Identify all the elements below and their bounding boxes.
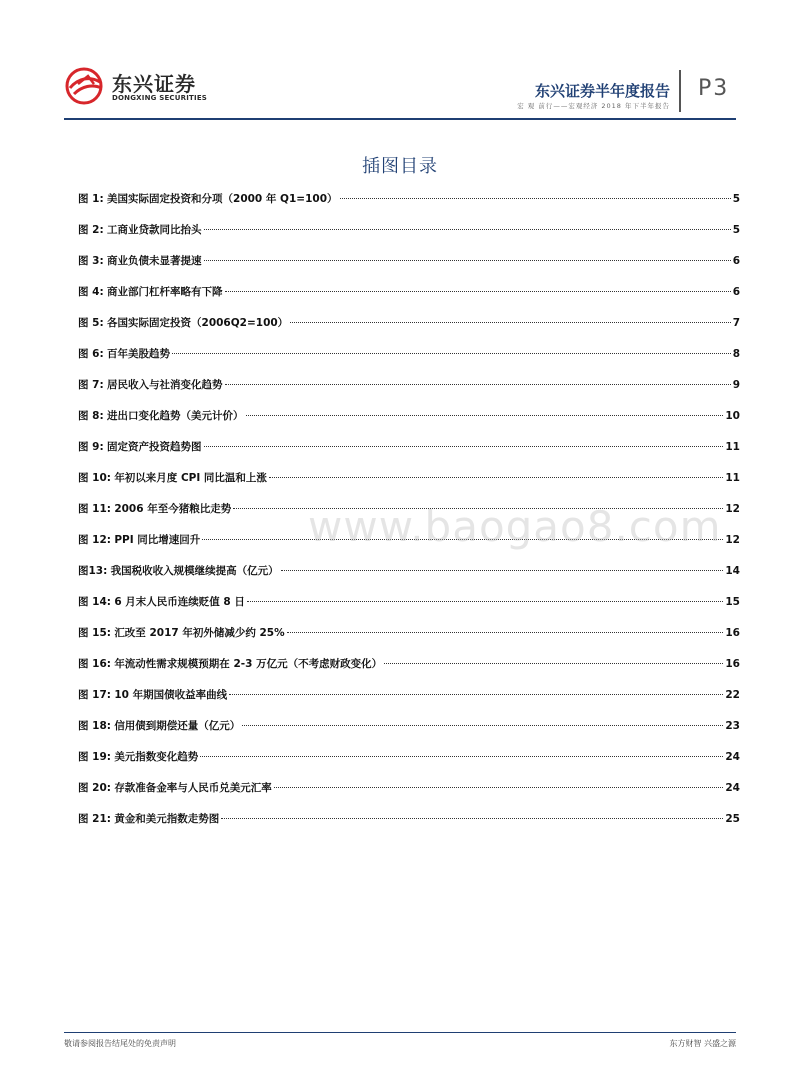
logo-text-en: DONGXING SECURITIES <box>112 94 208 102</box>
toc-figure-number: 图 14: <box>78 596 111 608</box>
watermark: www.baogao8.com <box>308 502 722 551</box>
toc-page-number: 10 <box>725 410 740 422</box>
toc-figure-title: 商业部门杠杆率略有下降 <box>107 286 223 298</box>
toc-dot-leader <box>281 570 724 571</box>
toc-dot-leader <box>204 229 731 230</box>
header-rule <box>64 118 736 120</box>
toc-figure-number: 图 17: <box>78 689 111 701</box>
toc-entry-label <box>78 463 267 494</box>
toc-entry[interactable] <box>78 742 740 773</box>
toc-figure-title: PPI 同比增速回升 <box>114 534 201 546</box>
toc-entry[interactable] <box>78 370 740 401</box>
toc-entry[interactable] <box>78 587 740 618</box>
toc-figure-title: 存款准备金率与人民币兑美元汇率 <box>114 782 272 794</box>
toc-entry-label <box>78 556 279 587</box>
toc-figure-title: 工商业贷款同比抬头 <box>107 224 202 236</box>
toc-figure-title: 2006 年至今猪粮比走势 <box>114 503 232 515</box>
toc-page-number: 15 <box>725 596 740 608</box>
toc-page-number: 7 <box>732 317 740 329</box>
toc-page-number: 11 <box>725 441 740 453</box>
toc-entry-label <box>78 711 240 742</box>
toc-page-number: 11 <box>725 472 740 484</box>
toc-entry-label <box>78 401 244 432</box>
toc-figure-title: 居民收入与社消变化趋势 <box>107 379 223 391</box>
toc-figure-number: 图 16: <box>78 658 111 670</box>
toc-dot-leader <box>246 415 724 416</box>
toc-entry[interactable] <box>78 184 740 215</box>
toc-figure-number: 图 18: <box>78 720 111 732</box>
toc-figure-number: 图 4: <box>78 286 104 298</box>
toc-entry-label <box>78 742 198 773</box>
page-header <box>0 0 800 125</box>
toc-dot-leader <box>290 322 731 323</box>
toc-page-number: 22 <box>725 689 740 701</box>
toc-entry[interactable] <box>78 711 740 742</box>
toc-figure-title: 汇改至 2017 年初外储减少约 25% <box>114 627 285 639</box>
toc-entry-label <box>78 184 338 215</box>
toc-entry-label <box>78 339 170 370</box>
toc-page-number: 12 <box>725 503 740 515</box>
logo-text-cn: 东兴证券 <box>112 72 196 96</box>
page-number: P3 <box>698 76 730 101</box>
toc-figure-title: 信用债到期偿还量（亿元） <box>114 720 241 732</box>
toc-figure-number: 图 2: <box>78 224 104 236</box>
toc-page-number: 16 <box>725 658 740 670</box>
toc-figure-number: 图 9: <box>78 441 104 453</box>
toc-dot-leader <box>287 632 724 633</box>
toc-figure-title: 黄金和美元指数走势图 <box>114 813 220 825</box>
toc-dot-leader <box>340 198 731 199</box>
toc-page-number: 5 <box>732 193 740 205</box>
toc-entry-label <box>78 215 202 246</box>
toc-figure-title: 年初以来月度 CPI 同比温和上涨 <box>114 472 267 484</box>
toc-dot-leader <box>247 601 723 602</box>
toc-entry[interactable] <box>78 277 740 308</box>
footer-slogan: 东方财智 兴盛之源 <box>669 1039 736 1048</box>
toc-page-number: 23 <box>725 720 740 732</box>
toc-dot-leader <box>384 663 723 664</box>
report-subtitle: 宏 观 前行——宏观经济 2018 年下半年报告 <box>517 102 670 110</box>
toc-entry[interactable] <box>78 308 740 339</box>
toc-entry-label <box>78 525 200 556</box>
toc-figure-number: 图 1: <box>78 193 104 205</box>
report-title: 东兴证券半年度报告 <box>534 82 670 100</box>
toc-figure-number: 图 7: <box>78 379 104 391</box>
toc-figure-title: 百年美股趋势 <box>107 348 171 360</box>
toc-dot-leader <box>204 446 724 447</box>
toc-page-number: 8 <box>732 348 740 360</box>
toc-entry[interactable] <box>78 215 740 246</box>
toc-figure-title: 我国税收收入规模继续提高（亿元） <box>110 565 279 577</box>
logo-mark-icon <box>64 64 108 108</box>
toc-dot-leader <box>200 756 723 757</box>
footer-rule <box>64 1032 736 1033</box>
toc-entry-label <box>78 432 202 463</box>
toc-dot-leader <box>229 694 723 695</box>
toc-entry-label <box>78 246 202 277</box>
toc-figure-title: 10 年期国债收益率曲线 <box>114 689 228 701</box>
toc-figure-title: 固定资产投资趋势图 <box>107 441 202 453</box>
toc-entry-label <box>78 587 245 618</box>
toc-entry[interactable] <box>78 339 740 370</box>
toc-figure-number: 图 5: <box>78 317 104 329</box>
toc-page-number: 6 <box>732 255 740 267</box>
toc-figure-number: 图 6: <box>78 348 104 360</box>
toc-figure-number: 图 10: <box>78 472 111 484</box>
footer-disclaimer: 敬请参阅报告结尾处的免责声明 <box>64 1039 176 1048</box>
toc-figure-title: 年流动性需求规模预期在 2-3 万亿元（不考虑财政变化） <box>114 658 383 670</box>
toc-figure-number: 图13: <box>78 565 108 577</box>
toc-entry[interactable] <box>78 432 740 463</box>
toc-page-number: 14 <box>725 565 740 577</box>
toc-figure-number: 图 21: <box>78 813 111 825</box>
toc-page-number: 6 <box>732 286 740 298</box>
toc-page-number: 16 <box>725 627 740 639</box>
toc-figure-title: 美国实际固定投资和分项（2000 年 Q1=100） <box>107 193 338 205</box>
toc-page-number: 12 <box>725 534 740 546</box>
toc-entry[interactable] <box>78 804 740 835</box>
toc-dot-leader <box>274 787 724 788</box>
toc-page-number: 9 <box>732 379 740 391</box>
toc-figure-number: 图 12: <box>78 534 111 546</box>
toc-entry-label <box>78 494 231 525</box>
toc-entry[interactable] <box>78 649 740 680</box>
toc-entry[interactable] <box>78 680 740 711</box>
toc-dot-leader <box>225 291 731 292</box>
toc-figure-number: 图 8: <box>78 410 104 422</box>
toc-entry[interactable] <box>78 463 740 494</box>
toc-page-number: 24 <box>725 751 740 763</box>
toc-dot-leader <box>242 725 723 726</box>
toc-entry-label <box>78 277 223 308</box>
toc-entry-label <box>78 804 219 835</box>
toc-figure-title: 各国实际固定投资（2006Q2=100） <box>107 317 289 329</box>
company-logo <box>64 64 234 108</box>
toc-figure-number: 图 3: <box>78 255 104 267</box>
toc-figure-number: 图 11: <box>78 503 111 515</box>
toc-entry-label <box>78 649 382 680</box>
toc-figure-number: 图 19: <box>78 751 111 763</box>
toc-figure-title: 美元指数变化趋势 <box>114 751 199 763</box>
toc-entry-label <box>78 618 285 649</box>
toc-dot-leader <box>269 477 723 478</box>
toc-entry-label <box>78 308 288 339</box>
toc-entry[interactable] <box>78 618 740 649</box>
toc-entry[interactable] <box>78 773 740 804</box>
toc-figure-title: 进出口变化趋势（美元计价） <box>107 410 244 422</box>
toc-entry[interactable] <box>78 556 740 587</box>
toc-page-number: 5 <box>732 224 740 236</box>
toc-entry[interactable] <box>78 246 740 277</box>
toc-title: 插图目录 <box>362 156 438 177</box>
toc-figure-number: 图 15: <box>78 627 111 639</box>
toc-dot-leader <box>172 353 731 354</box>
toc-figure-number: 图 20: <box>78 782 111 794</box>
toc-entry-label <box>78 680 227 711</box>
toc-page-number: 25 <box>725 813 740 825</box>
header-divider <box>679 70 681 112</box>
toc-dot-leader <box>225 384 731 385</box>
toc-entry[interactable] <box>78 401 740 432</box>
toc-dot-leader <box>204 260 731 261</box>
toc-page-number: 24 <box>725 782 740 794</box>
toc-entry-label <box>78 370 223 401</box>
toc-figure-title: 商业负债未显著提速 <box>107 255 202 267</box>
toc-figure-title: 6 月末人民币连续贬值 8 日 <box>114 596 245 608</box>
toc-dot-leader <box>221 818 723 819</box>
toc-entry-label <box>78 773 272 804</box>
